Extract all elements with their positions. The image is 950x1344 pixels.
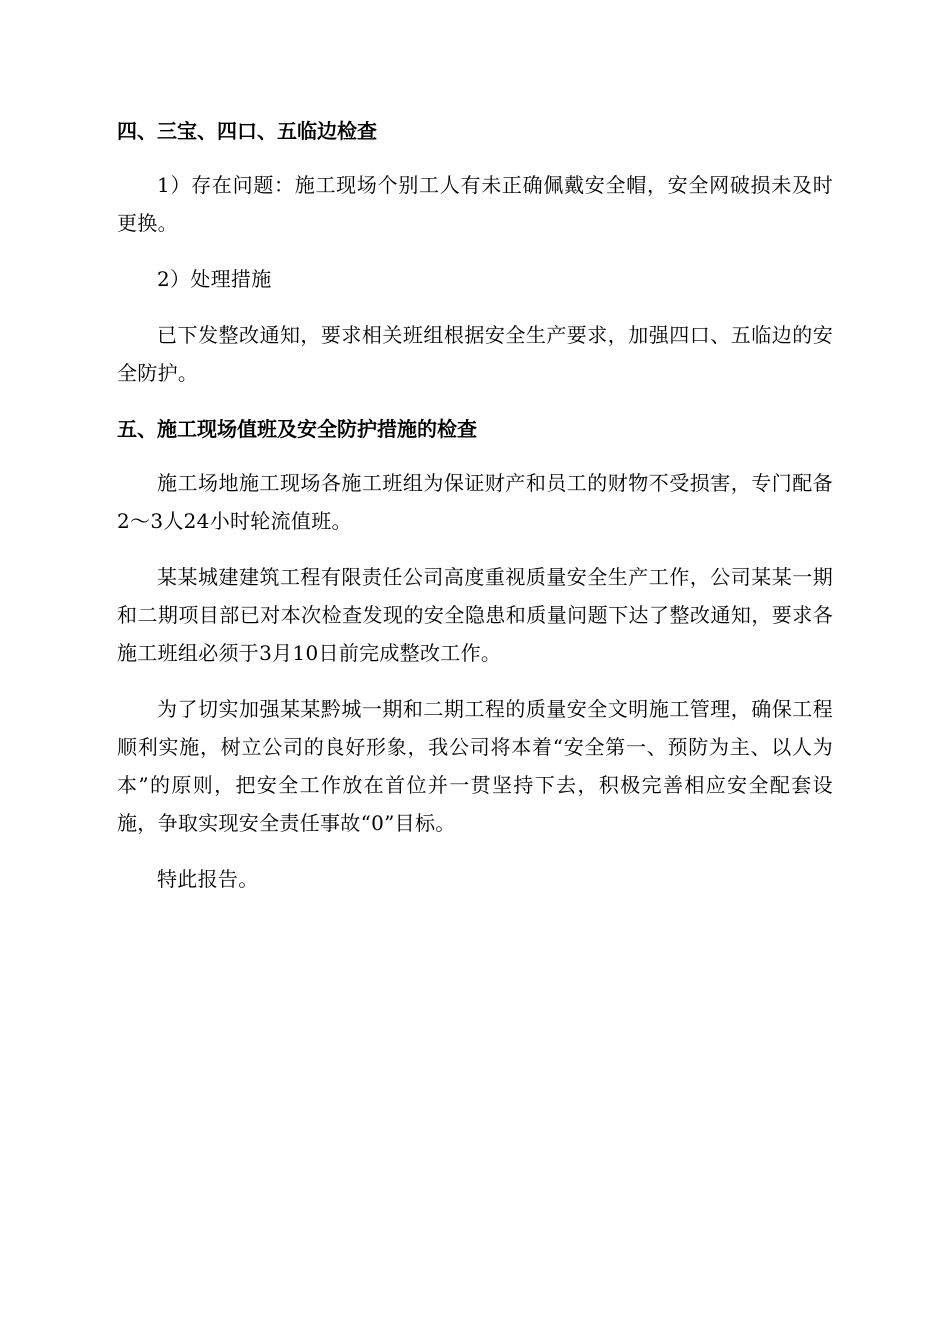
closing-statement: 特此报告。 [157, 867, 259, 891]
section-4-measures-paragraph: 已下发整改通知，要求相关班组根据安全生产要求，加强四口、五临边的安全防护。 [117, 323, 833, 385]
section-5-company-paragraph: 某某城建建筑工程有限责任公司高度重视质量安全生产工作，公司某某一期和二期项目部已对本次检查发现的安全隐患和质量问题下达了整改通知，要求各施工班组必须于3月10日前完成整改工作。 [117, 565, 833, 665]
section-4-measures-label: 2）处理措施 [157, 267, 272, 291]
section-4-problem-paragraph: 1）存在问题：施工现场个别工人有未正确佩戴安全帽，安全网破损未及时更换。 [117, 173, 833, 235]
section-4-heading: 四、三宝、四口、五临边检查 [117, 119, 377, 143]
section-5-commitment-paragraph: 为了切实加强某某黔城一期和二期工程的质量安全文明施工管理，确保工程顺利实施，树立公司的良好形象，我公司将本着“安全第一、预防为主、以人为本”的原则，把安全工作放在首位并一贯坚持下去，积极完善相应安全配套设施，争取实现安全责任事故“0”目标。 [117, 697, 833, 835]
section-5-duty-paragraph: 施工场地施工现场各施工班组为保证财产和员工的财物不受损害，专门配备2～3人24小时轮流值班。 [117, 471, 833, 533]
section-5-heading: 五、施工现场值班及安全防护措施的检查 [117, 417, 477, 441]
document-page [117, 112, 833, 898]
